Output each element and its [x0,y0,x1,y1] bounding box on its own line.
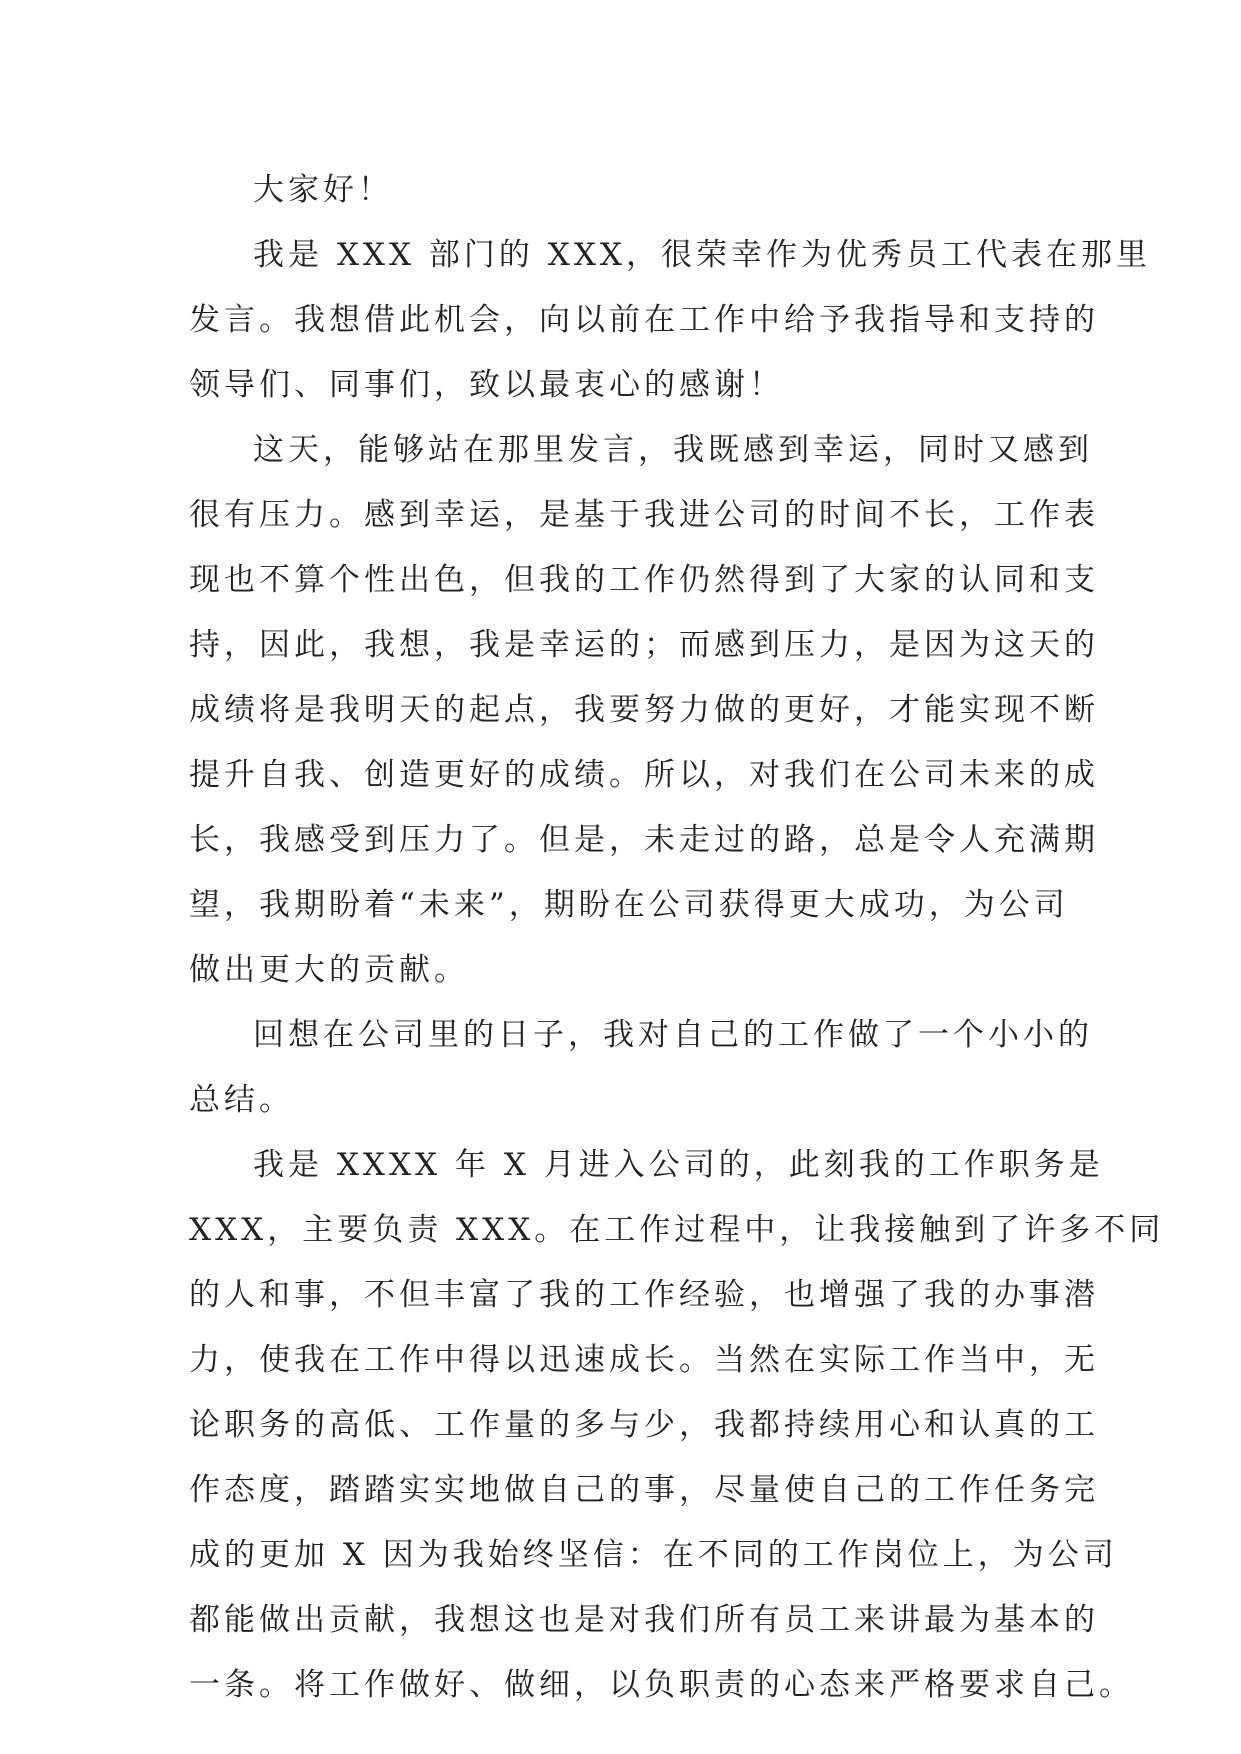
text-line: 我是 XXX 部门的 XXX，很荣幸作为优秀员工代表在那里 [253,237,1151,273]
text-line: 大家好！ [253,172,393,208]
text-line: 我是 XXXX 年 X 月进入公司的，此刻我的工作职务是 [253,1147,1104,1183]
text-line: 论职务的高低、工作量的多与少，我都持续用心和认真的工 [189,1407,1099,1443]
text-line: 现也不算个性出色，但我的工作仍然得到了大家的认同和支 [189,562,1099,598]
text-line: 作态度，踏踏实实地做自己的事，尽量使自己的工作任务完 [189,1472,1099,1508]
paragraph [189,158,1049,223]
text-line: 很有压力。感到幸运，是基于我进公司的时间不长，工作表 [189,497,1099,533]
text-line: 这天，能够站在那里发言，我既感到幸运，同时又感到 [253,432,1093,468]
text-line: 望，我期盼着“未来”，期盼在公司获得更大成功，为公司 [189,887,1069,923]
text-line: 力，使我在工作中得以迅速成长。当然在实际工作当中，无 [189,1342,1099,1378]
text-line: 总结。 [189,1082,294,1118]
text-line: 长，我感受到压力了。但是，未走过的路，总是令人充满期 [189,822,1099,858]
text-line: 一条。将工作做好、做细，以负职责的心态来严格要求自己。 [189,1667,1134,1703]
text-line: 提升自我、创造更好的成绩。所以，对我们在公司未来的成 [189,757,1099,793]
paragraph [189,223,1151,418]
text-line: XXX，主要负责 XXX。在工作过程中，让我接触到了许多不同 [189,1212,1165,1248]
text-line: 成的更加 X 因为我始终坚信：在不同的工作岗位上，为公司 [189,1537,1118,1573]
text-line: 持，因此，我想，我是幸运的；而感到压力，是因为这天的 [189,627,1099,663]
text-line: 回想在公司里的日子，我对自己的工作做了一个小小的 [253,1017,1093,1053]
paragraph [189,1003,1093,1133]
text-line: 发言。我想借此机会，向以前在工作中给予我指导和支持的 [189,302,1099,338]
paragraph [189,418,1099,1003]
text-line: 领导们、同事们，致以最衷心的感谢！ [189,367,784,403]
text-line: 都能做出贡献，我想这也是对我们所有员工来讲最为基本的 [189,1602,1099,1638]
document-body [189,158,1165,1718]
paragraph [189,1133,1165,1718]
text-line: 成绩将是我明天的起点，我要努力做的更好，才能实现不断 [189,692,1099,728]
text-line: 的人和事，不但丰富了我的工作经验，也增强了我的办事潜 [189,1277,1099,1313]
text-line: 做出更大的贡献。 [189,952,469,988]
